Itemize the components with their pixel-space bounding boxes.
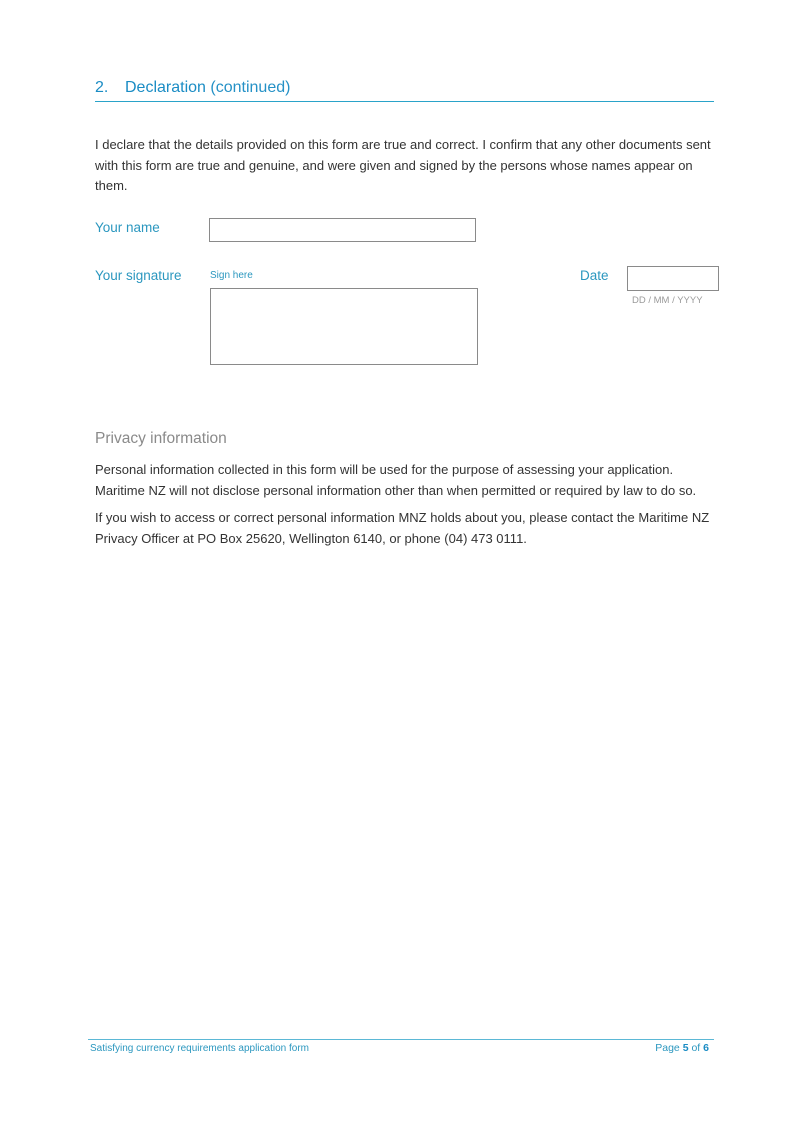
your-name-label: Your name [95, 220, 160, 235]
sign-here-hint: Sign here [210, 270, 253, 281]
your-name-input[interactable] [209, 218, 476, 242]
page-current: 5 [682, 1042, 689, 1054]
section-heading [95, 78, 714, 98]
privacy-heading: Privacy information [95, 430, 227, 447]
section-title: Declaration [125, 79, 206, 96]
footer-form-title: Satisfying currency requirements application form [90, 1043, 309, 1054]
footer-page-number [655, 1042, 709, 1054]
page-of: of [691, 1042, 701, 1054]
signature-box[interactable] [210, 288, 478, 365]
date-input[interactable] [627, 266, 719, 291]
your-signature-label: Your signature [95, 268, 182, 283]
page-word: Page [655, 1042, 680, 1054]
date-label: Date [580, 268, 609, 283]
footer-divider [88, 1039, 714, 1040]
heading-divider [95, 101, 714, 102]
date-format-hint: DD / MM / YYYY [632, 295, 703, 306]
section-number: 2. [95, 79, 109, 96]
privacy-paragraph-1: Personal information collected in this form will be used for the purpose of assessing your application. Maritime NZ will not disclose personal information other than when permitted or required by law to do so. [95, 462, 697, 498]
declaration-text: I declare that the details provided on this form are true and correct. I confirm that any other documents sent with this form are true and genuine, and were given and signed by the persons whose names appear on them. [95, 137, 711, 193]
page-total: 6 [703, 1042, 709, 1054]
privacy-paragraph-2: If you wish to access or correct personal information MNZ holds about you, please contact the Maritime NZ Privacy Officer at PO Box 25620, Wellington 6140, or phone (04) 473 0111. [95, 510, 710, 546]
section-title-suffix: (continued) [210, 79, 291, 96]
